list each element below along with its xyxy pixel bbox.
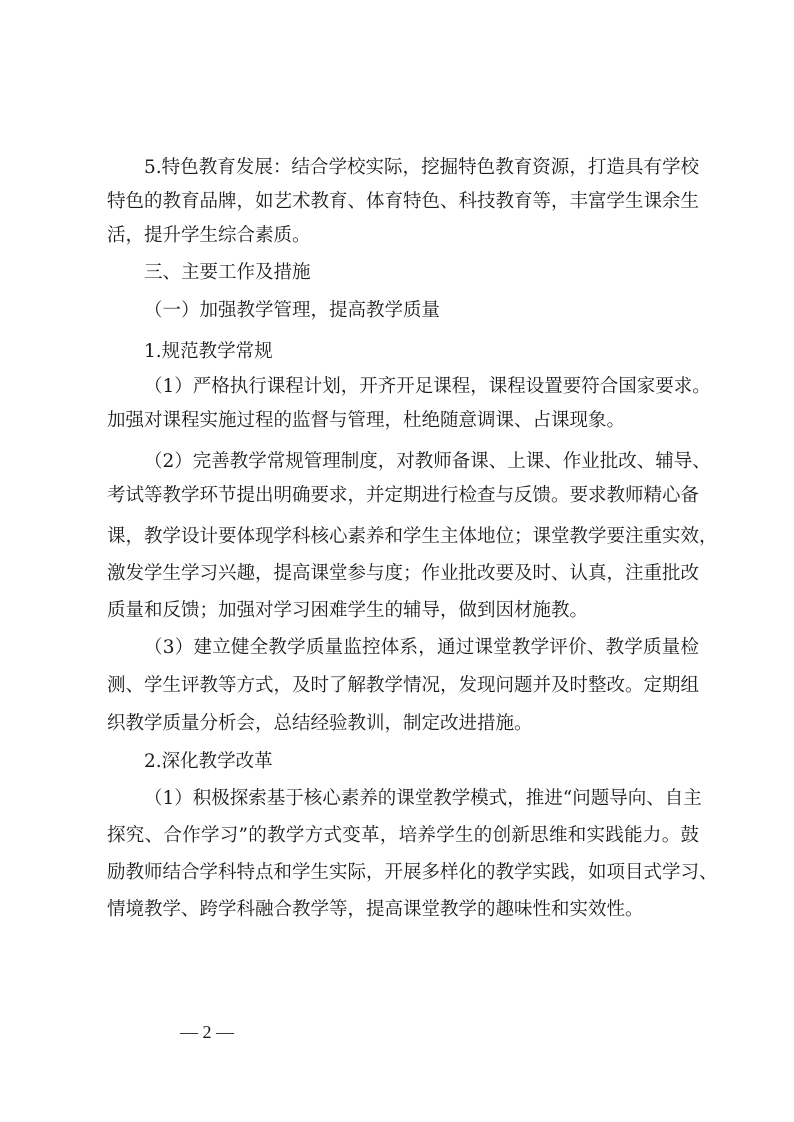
paragraph-line: 情境教学、跨学科融合教学等，提高课堂教学的趣味性和实效性。 xyxy=(107,899,644,920)
item-heading: 2.深化教学改革 xyxy=(144,751,273,772)
paragraph-line: 织教学质量分析会，总结经验教训，制定改进措施。 xyxy=(107,713,533,734)
paragraph-line: 加强对课程实施过程的监督与管理，杜绝随意调课、占课现象。 xyxy=(107,410,626,431)
paragraph-line: （1）严格执行课程计划，开齐开足课程，课程设置要符合国家要求。 xyxy=(144,376,711,397)
paragraph-line: 考试等教学环节提出明确要求，并定期进行检查与反馈。要求教师精心备 xyxy=(107,485,700,506)
paragraph-line: 5.特色教育发展：结合学校实际，挖掘特色教育资源，打造具有学校 xyxy=(144,157,699,178)
paragraph-line: 质量和反馈；加强对学习困难学生的辅导，做到因材施教。 xyxy=(107,600,589,621)
paragraph-line: 励教师结合学科特点和学生实际，开展多样化的教学实践，如项目式学习、 xyxy=(107,862,718,883)
paragraph-line: （1）积极探索基于核心素养的课堂教学模式，推进“问题导向、自主 xyxy=(144,788,702,809)
paragraph-line: （2）完善教学常规管理制度，对教师备课、上课、作业批改、辅导、 xyxy=(144,451,711,472)
paragraph-line: （3）建立健全教学质量监控体系，通过课堂教学评价、教学质量检 xyxy=(144,637,699,658)
paragraph-line: 活，提升学生综合素质。 xyxy=(107,225,311,246)
subsection-heading: （一）加强教学管理，提高教学质量 xyxy=(144,300,441,321)
paragraph-line: 课，教学设计要体现学科核心素养和学生主体地位；课堂教学要注重实效， xyxy=(107,526,718,547)
paragraph-line: 探究、合作学习”的教学方式变革，培养学生的创新思维和实践能力。鼓 xyxy=(107,825,699,846)
paragraph-line: 激发学生学习兴趣，提高课堂参与度；作业批改要及时、认真，注重批改 xyxy=(107,563,700,584)
item-heading: 1.规范教学常规 xyxy=(144,341,273,362)
section-heading: 三、主要工作及措施 xyxy=(144,262,311,283)
page-number: — 2 — xyxy=(180,1022,234,1042)
paragraph-line: 特色的教育品牌，如艺术教育、体育特色、科技教育等，丰富学生课余生 xyxy=(107,191,700,212)
paragraph-line: 测、学生评教等方式，及时了解教学情况，发现问题并及时整改。定期组 xyxy=(107,675,700,696)
